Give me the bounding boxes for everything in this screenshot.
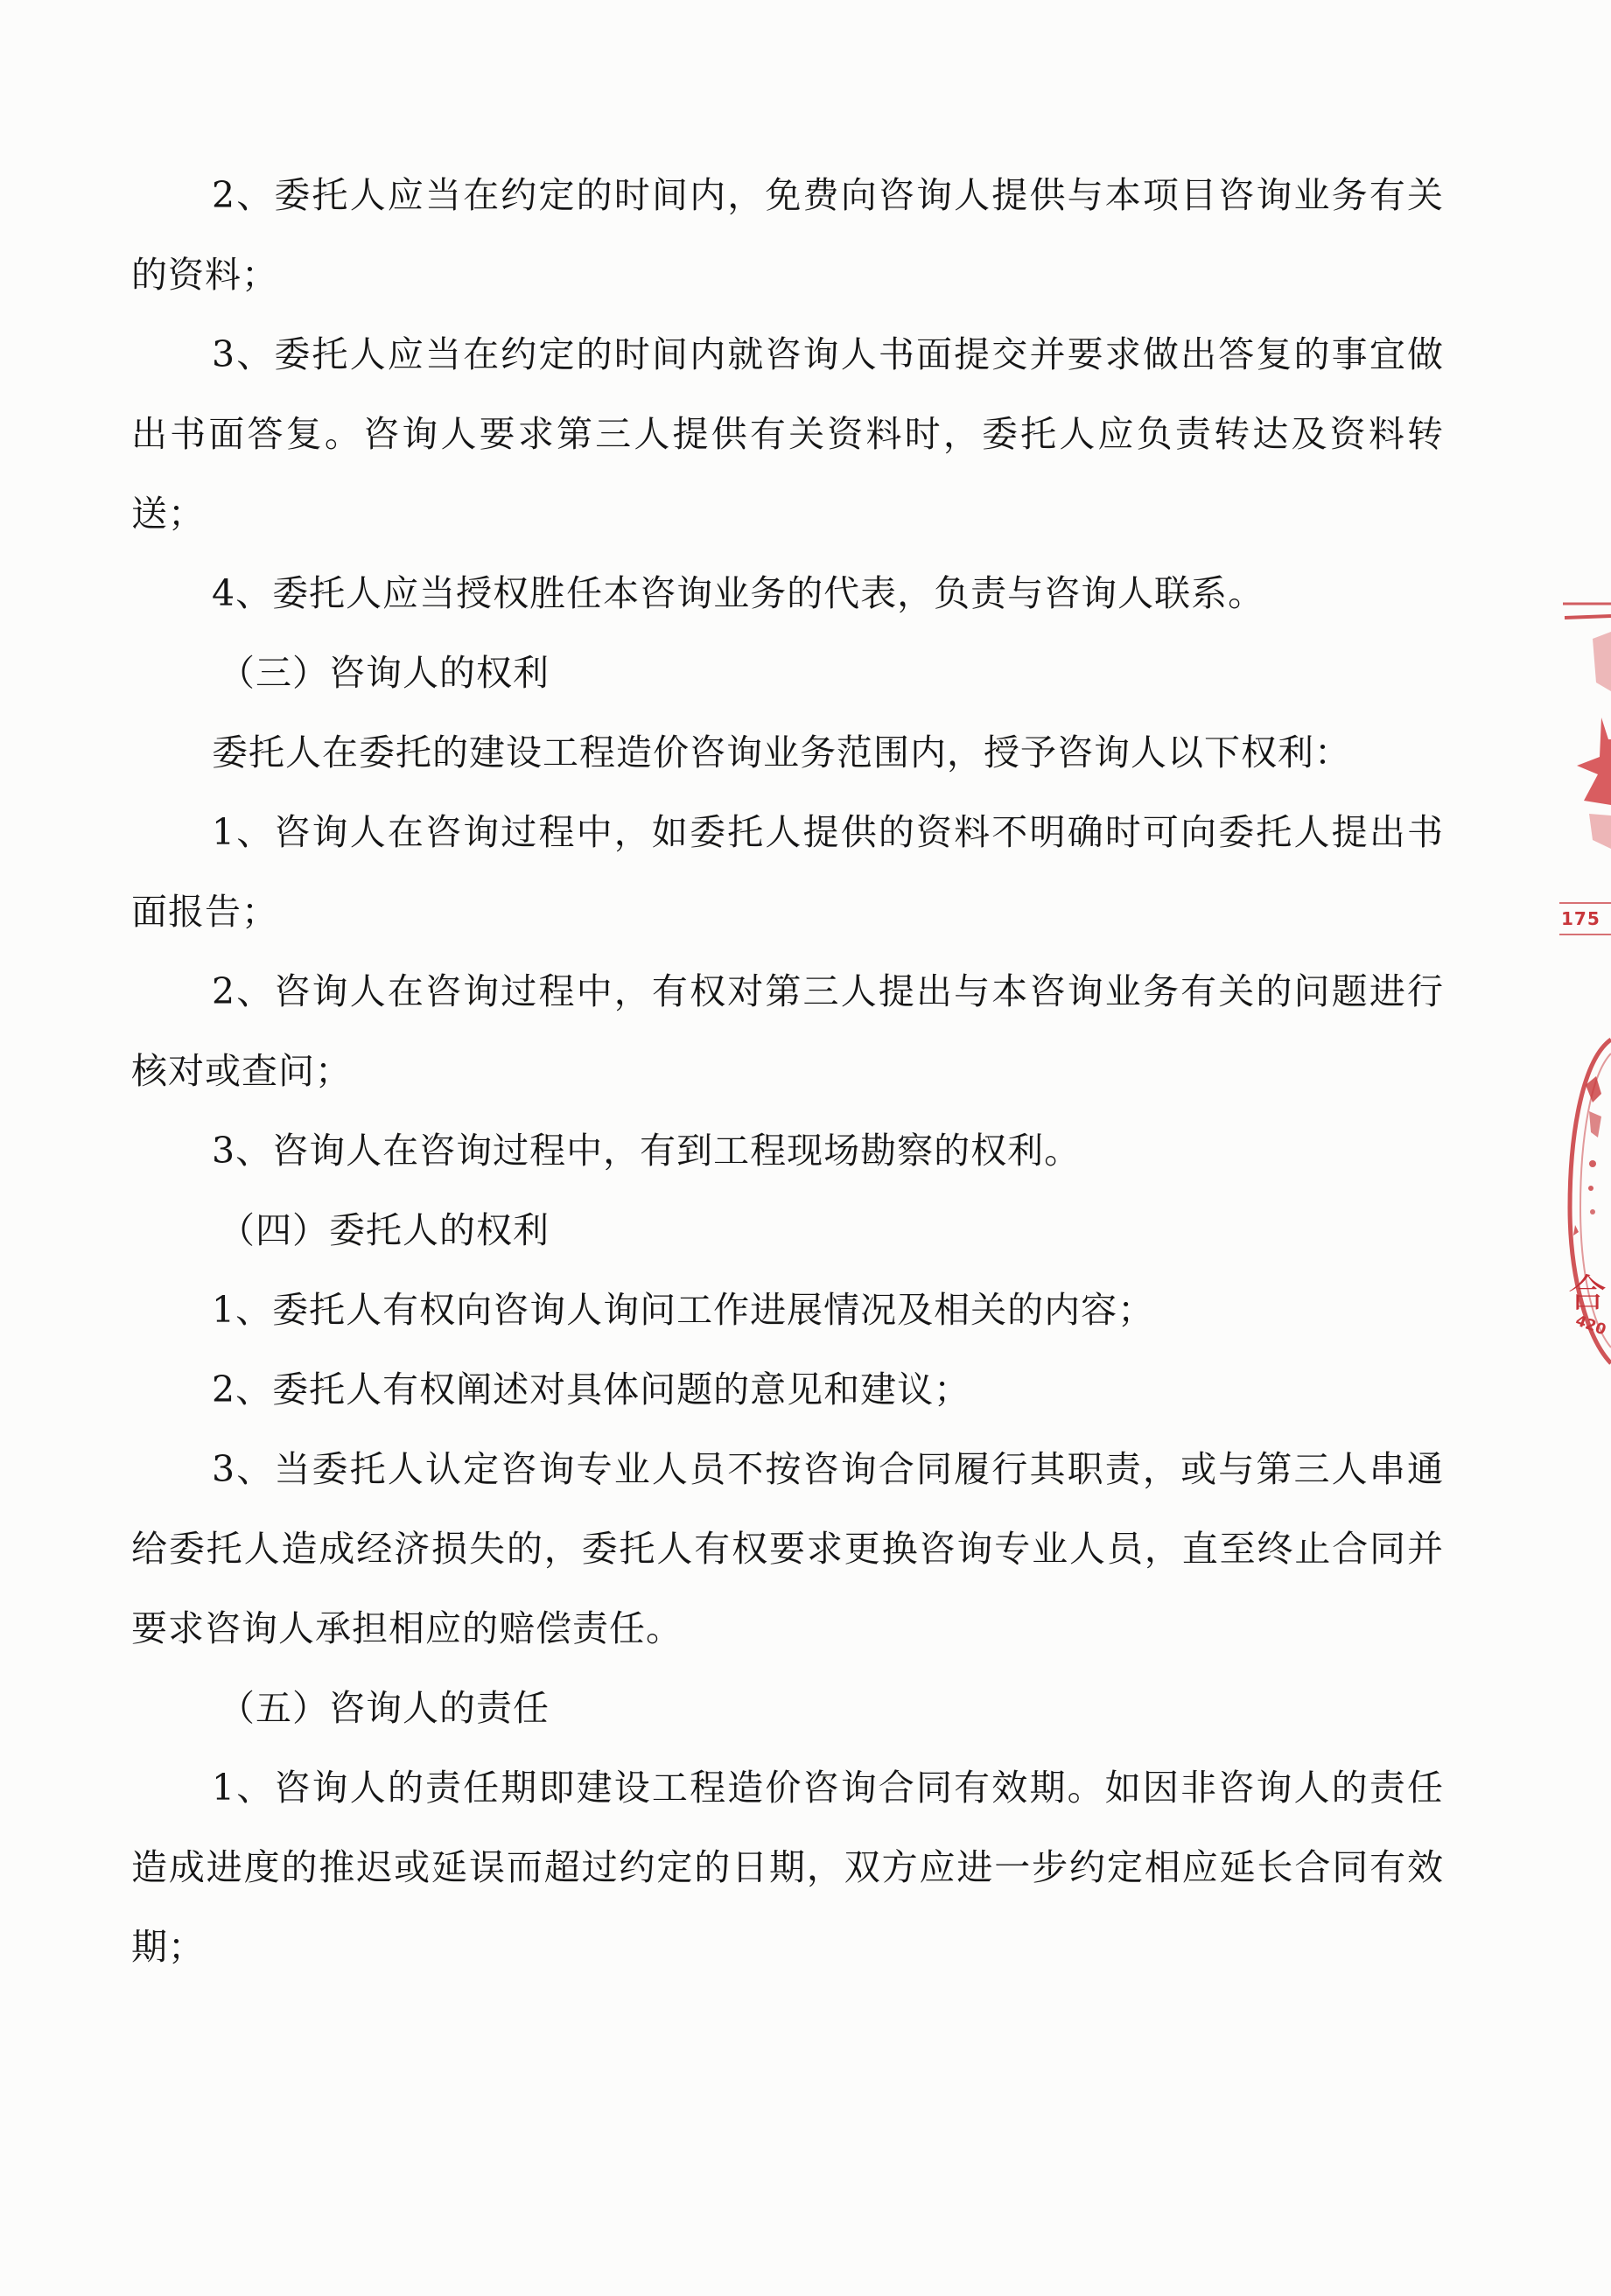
paragraph-client-representative: 4、委托人应当授权胜任本咨询业务的代表，负责与咨询人联系。 [212,572,1265,614]
paragraph-consultant-right-1: 1、咨询人在咨询过程中，如委托人提供的资料不明确时可向委托人提出书面报告； [131,811,1444,933]
paragraph-consultant-right-2: 2、咨询人在咨询过程中，有权对第三人提出与本咨询业务有关的问题进行核对或查问； [131,970,1444,1092]
paragraph-client-right-3: 3、当委托人认定咨询专业人员不按咨询合同履行其职责，或与第三人串通给委托人造成经济损失的，委托人有权要求更换咨询专业人员，直至终止合同并要求咨询人承担相应的赔偿责任。 [131,1448,1444,1649]
section-heading-client-rights: （四）委托人的权利 [219,1209,550,1251]
seal-top-graphic [1558,586,1611,954]
paragraph-client-right-2: 2、委托人有权阐述对具体问题的意见和建议； [212,1368,971,1410]
section-heading-consultant-rights: （三）咨询人的权利 [219,652,550,694]
document-body [131,156,1444,1987]
seal-top-number: 175 [1561,908,1600,929]
paragraph-client-provide-materials: 2、委托人应当在约定的时间内，免费向咨询人提供与本项目咨询业务有关的资料； [131,174,1444,296]
seal-fragment-bottom [1566,1032,1611,1374]
seal-bottom-character: 合 [1568,1271,1607,1316]
paragraph-client-written-reply: 3、委托人应当在约定的时间内就咨询人书面提交并要求做出答复的事宜做出书面答复。咨询人要求第三人提供有关资料时，委托人应负责转达及资料转送； [131,333,1444,535]
paragraph-consultant-responsibility-1: 1、咨询人的责任期即建设工程造价咨询合同有效期。如因非咨询人的责任造成进度的推迟或延误而超过约定的日期，双方应进一步约定相应延长合同有效期； [131,1767,1444,1968]
section-heading-consultant-responsibility: （五）咨询人的责任 [219,1687,550,1729]
seal-bottom-number: 420 [1572,1312,1608,1340]
seal-fragment-top [1558,586,1611,954]
paragraph-rights-intro: 委托人在委托的建设工程造价咨询业务范围内，授予咨询人以下权利： [212,732,1351,774]
paragraph-consultant-right-3: 3、咨询人在咨询过程中，有到工程现场勘察的权利。 [212,1130,1082,1172]
paragraph-client-right-1: 1、委托人有权向咨询人询问工作进展情况及相关的内容； [212,1289,1155,1331]
